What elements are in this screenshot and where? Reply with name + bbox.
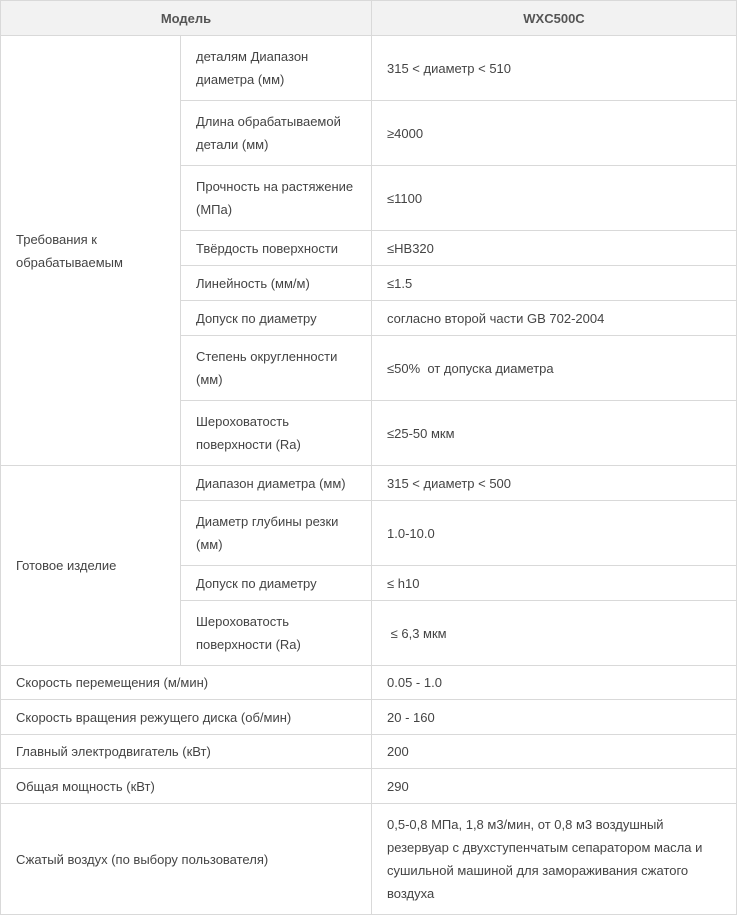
param-cell: Диаметр глубины резки (мм) xyxy=(181,501,372,566)
value-cell: 0.05 - 1.0 xyxy=(372,666,737,700)
param-cell: Допуск по диаметру xyxy=(181,566,372,601)
value-cell: 0,5-0,8 МПа, 1,8 м3/мин, от 0,8 м3 воздушный резервуар с двухступенчатым сепаратором масла и сушильной машиной для замораживания сжатого воздуха xyxy=(372,804,737,915)
param-cell: Твёрдость поверхности xyxy=(181,231,372,266)
value-cell: ≤1.5 xyxy=(372,266,737,301)
param-cell: Шероховатость поверхности (Ra) xyxy=(181,601,372,666)
value-cell: ≤ h10 xyxy=(372,566,737,601)
param-cell: Общая мощность (кВт) xyxy=(1,769,372,804)
header-row xyxy=(1,1,737,36)
value-cell: ≤HB320 xyxy=(372,231,737,266)
table-row xyxy=(1,666,737,700)
value-cell: ≤ 6,3 мкм xyxy=(372,601,737,666)
value-cell: ≤25-50 мкм xyxy=(372,401,737,466)
group-label-finished: Готовое изделие xyxy=(1,466,181,666)
table-row xyxy=(1,804,737,915)
value-cell: 20 - 160 xyxy=(372,700,737,735)
value-cell: 315 < диаметр < 500 xyxy=(372,466,737,501)
param-cell: Скорость перемещения (м/мин) xyxy=(1,666,372,700)
model-value: WXC500C xyxy=(372,1,737,36)
param-cell: Линейность (мм/м) xyxy=(181,266,372,301)
value-cell: согласно второй части GB 702-2004 xyxy=(372,301,737,336)
param-cell: Диапазон диаметра (мм) xyxy=(181,466,372,501)
table-row xyxy=(1,735,737,769)
table-row xyxy=(1,700,737,735)
value-cell: 315 < диаметр < 510 xyxy=(372,36,737,101)
param-cell: Допуск по диаметру xyxy=(181,301,372,336)
table-row xyxy=(1,466,737,501)
table-row xyxy=(1,36,737,101)
param-cell: Скорость вращения режущего диска (об/мин) xyxy=(1,700,372,735)
param-cell: деталям Диапазон диаметра (мм) xyxy=(181,36,372,101)
param-cell: Шероховатость поверхности (Ra) xyxy=(181,401,372,466)
param-cell: Степень округленности (мм) xyxy=(181,336,372,401)
value-cell: 290 xyxy=(372,769,737,804)
param-cell: Прочность на растяжение (МПа) xyxy=(181,166,372,231)
table-row xyxy=(1,769,737,804)
value-cell: 1.0-10.0 xyxy=(372,501,737,566)
group-label-workpiece: Требования к обрабатываемым xyxy=(1,36,181,466)
param-cell: Главный электродвигатель (кВт) xyxy=(1,735,372,769)
model-label: Модель xyxy=(1,1,372,36)
param-cell: Сжатый воздух (по выбору пользователя) xyxy=(1,804,372,915)
value-cell: ≤50% от допуска диаметра xyxy=(372,336,737,401)
value-cell: ≥4000 xyxy=(372,101,737,166)
param-cell: Длина обрабатываемой детали (мм) xyxy=(181,101,372,166)
value-cell: ≤1100 xyxy=(372,166,737,231)
value-cell: 200 xyxy=(372,735,737,769)
